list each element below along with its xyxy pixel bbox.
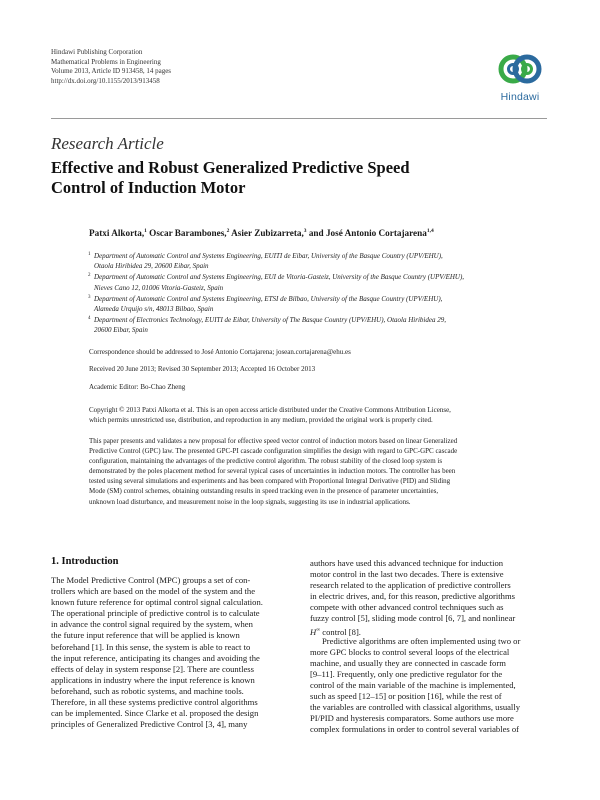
copyright-text: which permits unrestricted use, distribution, and reproduction in any medium, provided the original work is properly cited. xyxy=(89,416,433,425)
abstract-line: demonstrated by the poles placement method for several typical cases of uncertainties in induction motors. The controller has been xyxy=(89,467,456,476)
affiliation-line: Alameda Urquijo s/n, 48013 Bilbao, Spain xyxy=(94,305,214,314)
abstract-line: unknown load disturbance, and measurement noise in the loop signals, suggesting its use in industrial applications. xyxy=(89,497,411,506)
body-line: applications in industry where the input reference is known xyxy=(51,674,255,685)
affiliation-line: Nieves Cano 12, 01006 Vitoria-Gasteiz, Spain xyxy=(94,283,224,292)
affiliation-number: 3 xyxy=(88,294,91,300)
body-line: in electric drives, and, for this reason, predictive algorithms xyxy=(310,591,515,602)
volume-info: Volume 2013, Article ID 913458, 14 pages xyxy=(51,67,172,76)
author-name: and José Antonio Cortajarena xyxy=(308,228,427,239)
journal-name: Mathematical Problems in Engineering xyxy=(51,57,161,66)
affiliation xyxy=(89,294,549,314)
abstract-line: tested using several simulations and experiments and has been compared with Proportional Integral Derivative (PID) and Sliding xyxy=(89,477,451,486)
affiliation-line: Department of Automatic Control and Systems Engineering, EUITI de Eibar, University of the Basque Country (UPV/EHU), xyxy=(94,252,443,260)
body-line: authors have used this advanced technique for induction xyxy=(310,558,504,568)
body-line: [9–11]. Frequently, only one predictive regulator for the xyxy=(310,668,503,679)
publication-dates: Received 20 June 2013; Revised 30 September 2013; Accepted 16 October 2013 xyxy=(89,365,316,373)
body-column-left xyxy=(51,575,296,730)
affiliation-number: 4 xyxy=(88,316,91,322)
body-column-right xyxy=(310,558,554,736)
section-heading: 1. Introduction xyxy=(51,556,119,567)
article-title xyxy=(51,158,521,198)
body-line: fuzzy control [5], sliding mode control [6, 7], and nonlinear xyxy=(310,613,516,624)
body-line: principles of Generalized Predictive Control [3, 4], many xyxy=(51,719,248,730)
copyright-line xyxy=(89,415,551,425)
body-line xyxy=(310,625,554,636)
body-line: control of the main variable of the machine is implemented, xyxy=(310,680,516,691)
affiliation-line: Otaola Hiribidea 29, 20600 Eibar, Spain xyxy=(94,262,209,271)
body-line: trollers which are based on the model of the system and the xyxy=(51,586,256,597)
body-line: Predictive algorithms are often implemented using two or xyxy=(322,635,521,646)
body-text: control [8]. xyxy=(320,626,361,637)
body-line: the variables are controlled with classical algorithms, usually xyxy=(310,702,521,713)
title-line: Effective and Robust Generalized Predictive Speed xyxy=(51,158,410,177)
author-affil-mark: 1,4 xyxy=(426,228,434,234)
academic-editor: Academic Editor: Bo-Chao Zheng xyxy=(89,383,186,391)
header-divider xyxy=(51,118,547,119)
copyright-notice xyxy=(89,405,551,425)
abstract-line: This paper presents and validates a new proposal for effective speed vector control of induction motors based on linear Generalized xyxy=(89,437,458,445)
body-line: machine, and usually they are connected in cascade form xyxy=(310,657,506,668)
affiliation-number: 1 xyxy=(88,252,91,257)
title-line: Control of Induction Motor xyxy=(51,178,246,197)
author-name: Patxi Alkorta, xyxy=(89,228,145,239)
body-line: complex formulations in order to control several variables of xyxy=(310,724,520,735)
abstract-line: Mode (SM) control schemes, obtaining outstanding results in speed tracking even in the presence of parameter uncertainties, xyxy=(89,487,439,496)
abstract-line: configuration, maintaining the advantages of the predictive control algorithm. The robust stability of the closed loop system is xyxy=(89,457,443,466)
abstract xyxy=(89,436,551,507)
body-line: beforehand, such as robotic systems, and machine tools. xyxy=(51,685,244,696)
body-line: Therefore, in all these systems predictive control algorithms xyxy=(51,697,258,708)
copyright-text: Copyright © 2013 Patxi Alkorta et al. This is an open access article distributed under the Creative Commons Attribution License, xyxy=(89,406,451,414)
h-infinity-symbol: H xyxy=(310,626,317,637)
doi-link[interactable]: http://dx.doi.org/10.1155/2013/913458 xyxy=(51,76,160,85)
body-line: compete with other advanced control techniques such as xyxy=(310,602,504,613)
author-affil-mark: 2 xyxy=(226,228,230,234)
body-line: effects of delay in system response [2]. There are countless xyxy=(51,663,254,674)
affiliation xyxy=(89,272,549,292)
body-line: research related to the application of predictive controllers xyxy=(310,580,511,591)
body-line: known future reference for optimal control signal calculation. xyxy=(51,597,263,608)
author-affil-mark: 1 xyxy=(144,228,147,234)
hindawi-logo-icon xyxy=(494,46,546,92)
affiliation-list xyxy=(89,251,549,337)
affiliation xyxy=(89,315,549,335)
affiliation-number: 2 xyxy=(88,273,91,279)
publisher-name: Hindawi Publishing Corporation xyxy=(51,48,143,56)
body-line: PI/PID and hysteresis comparators. Some authors use more xyxy=(310,713,514,724)
affiliation xyxy=(89,251,549,271)
body-line: beforehand [1]. In this sense, the system is able to react to xyxy=(51,641,251,652)
author-name: Oscar Barambones, xyxy=(149,228,227,239)
affiliation-line: Department of Automatic Control and Systems Engineering, EUI de Vitoria-Gasteiz, University of the Basque Country (UPV/EHU), xyxy=(94,273,465,282)
body-line: in advance the control signal required by the system, when xyxy=(51,619,253,630)
body-line: the input reference, anticipating its changes and avoiding the xyxy=(51,652,260,663)
correspondence-note: Correspondence should be addressed to José Antonio Cortajarena; josean.cortajarena@ehu.es xyxy=(89,348,351,356)
author-affil-mark: 3 xyxy=(303,228,307,234)
affiliation-line: Department of Electronics Technology, EUITI de Eibar, University of The Basque Country (UPV/EHU), Otaola Hiribidea 29, xyxy=(94,316,446,325)
article-type: Research Article xyxy=(51,134,164,153)
body-line: can be implemented. Since Clarke et al. proposed the design xyxy=(51,708,259,719)
body-line: the future input reference that will be applied is known xyxy=(51,630,240,641)
journal-header xyxy=(51,48,171,86)
author-list xyxy=(89,228,559,238)
body-line: The Model Predictive Control (MPC) groups a set of con- xyxy=(51,575,251,585)
body-line: The operational principle of predictive control is to calculate xyxy=(51,608,260,619)
body-line: such as speed [12–15] or position [16], while the rest of xyxy=(310,691,502,702)
h-infinity-superscript: ∞ xyxy=(316,626,321,633)
body-line: motor control in the last two decades. There is extensive xyxy=(310,569,504,580)
author-name: Asier Zubizarreta, xyxy=(231,228,304,239)
body-line: more GPC blocks to control several loops of the electrical xyxy=(310,646,510,657)
affiliation-line: Department of Automatic Control and Systems Engineering, ETSI de Bilbao, University of the Basque Country (UPV/EHU), xyxy=(94,294,443,303)
hindawi-logo-text: Hindawi xyxy=(500,91,540,103)
affiliation-line: 20600 Eibar, Spain xyxy=(94,326,148,335)
copyright-line xyxy=(89,405,551,415)
abstract-line: Predictive Control (GPC) law. The presented GPC-PI cascade configuration simplifies the design with regard to GPC-GPC cascade xyxy=(89,447,458,456)
hindawi-logo xyxy=(494,46,546,108)
